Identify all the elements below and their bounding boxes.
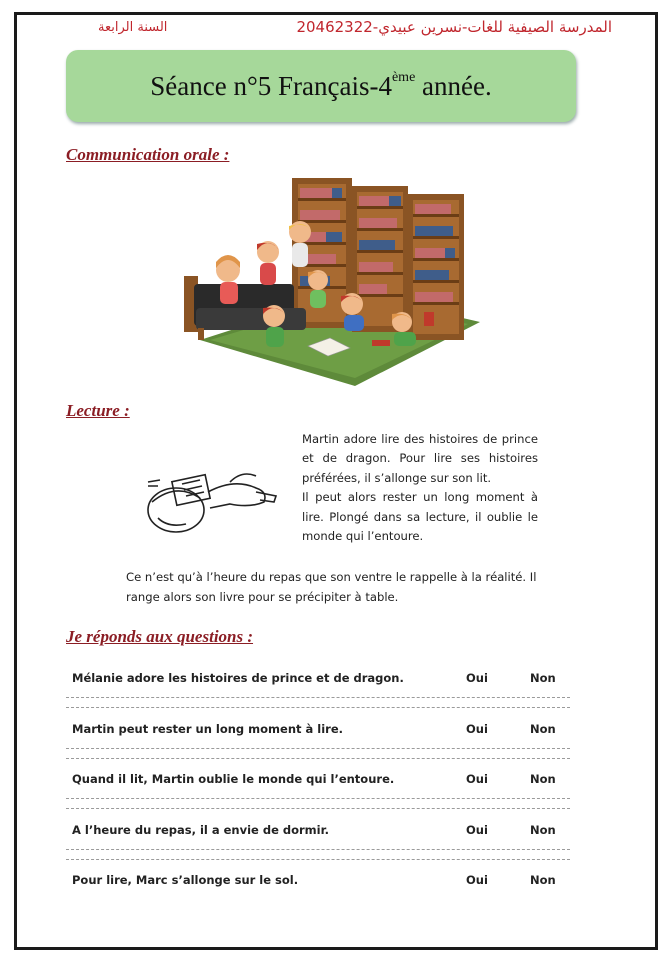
- answer-non[interactable]: Non: [530, 671, 556, 685]
- title-end: année.: [415, 70, 492, 101]
- reading-line-1: Martin adore lire des histoires de prince et de dragon. Pour lire ses histoires préférées, il s’allonge sur son lit.: [302, 432, 538, 485]
- title-superscript: ème: [391, 69, 416, 85]
- school-header: المدرسة الصيفية للغات-نسرين عبيدي-20462322: [296, 18, 612, 36]
- answer-line: [66, 798, 570, 799]
- question-row: [72, 671, 572, 721]
- question-row: [72, 873, 572, 923]
- reading-boy-illustration: [138, 462, 282, 538]
- title-main: Séance n°5 Français-4: [150, 70, 392, 101]
- grade-label: السنة الرابعة: [98, 20, 168, 35]
- answer-line: [66, 859, 570, 860]
- answer-non[interactable]: Non: [530, 873, 556, 887]
- question-row: [72, 722, 572, 772]
- title-banner: [66, 50, 576, 122]
- reading-text: [302, 430, 538, 546]
- page-title: [150, 71, 492, 102]
- question-text: Pour lire, Marc s’allonge sur le sol.: [72, 873, 299, 887]
- question-row: [72, 772, 572, 822]
- question-row: [72, 823, 572, 873]
- section-questions: Je réponds aux questions :: [66, 627, 254, 646]
- answer-line: [66, 849, 570, 850]
- answer-line: [66, 697, 570, 698]
- answer-line: [66, 808, 570, 809]
- answer-oui[interactable]: Oui: [466, 873, 488, 887]
- library-illustration: [180, 172, 500, 388]
- answer-non[interactable]: Non: [530, 823, 556, 837]
- answer-line: [66, 758, 570, 759]
- answer-line: [66, 707, 570, 708]
- answer-line: [66, 748, 570, 749]
- section-reading: Lecture :: [66, 401, 130, 420]
- question-text: Quand il lit, Martin oublie le monde qui l’entoure.: [72, 772, 395, 786]
- reading-continuation: Ce n’est qu’à l’heure du repas que son ventre le rappelle à la réalité. Il range alors son livre pour se précipiter à table.: [126, 570, 537, 604]
- answer-non[interactable]: Non: [530, 722, 556, 736]
- question-text: Mélanie adore les histoires de prince et de dragon.: [72, 671, 404, 685]
- question-text: A l’heure du repas, il a envie de dormir.: [72, 823, 330, 837]
- answer-oui[interactable]: Oui: [466, 671, 488, 685]
- answer-oui[interactable]: Oui: [466, 772, 488, 786]
- question-text: Martin peut rester un long moment à lire.: [72, 722, 343, 736]
- reading-line-2: Il peut alors rester un long moment à lire. Plongé dans sa lecture, il oublie le monde qui l’entoure.: [302, 490, 538, 544]
- section-oral: Communication orale :: [66, 145, 230, 164]
- answer-oui[interactable]: Oui: [466, 722, 488, 736]
- answer-oui[interactable]: Oui: [466, 823, 488, 837]
- answer-non[interactable]: Non: [530, 772, 556, 786]
